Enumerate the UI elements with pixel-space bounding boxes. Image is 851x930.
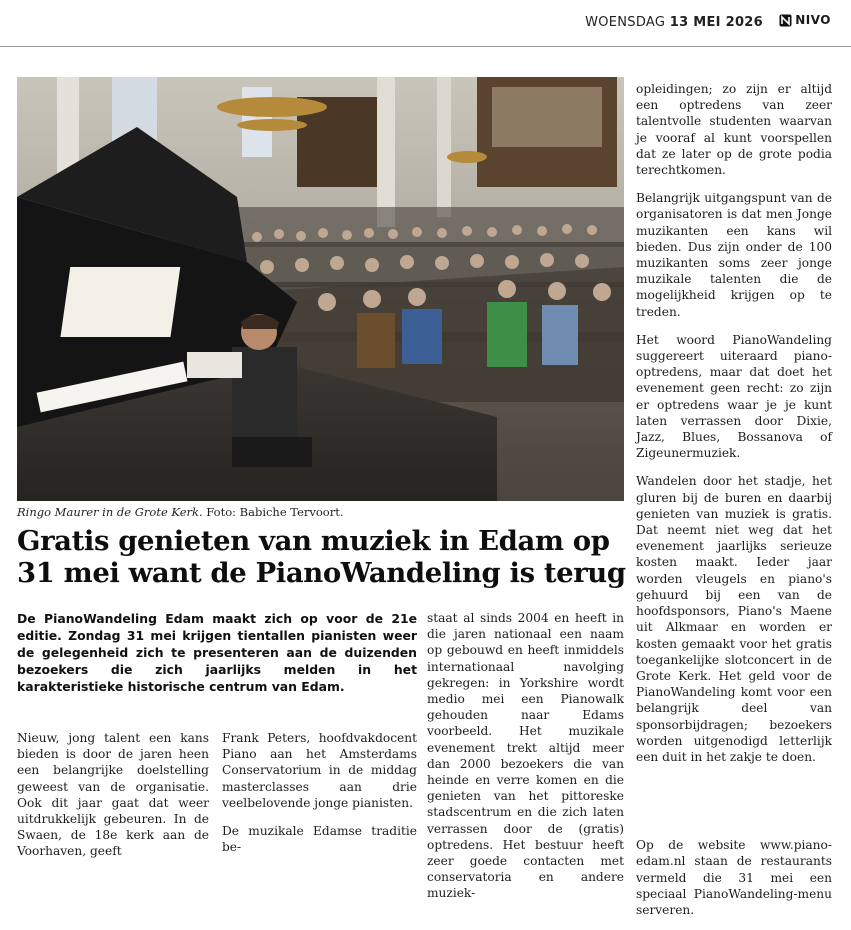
- column-4: [636, 81, 832, 930]
- issue-date: [585, 15, 763, 30]
- paragraph: De muzikale Edamse traditie be-: [222, 824, 417, 855]
- paragraph: staat al sinds 2004 en heeft in die jaren nationaal een naam op gebouwd en heeft inmiddels internationaal navolging gekregen: in Yorkshire wordt medio mei een Pianowalk gehouden naar Edams voorbeeld. Het muzikale evenement trekt altijd meer dan 2000 bezoekers die van heinde en verre komen en die genieten van het pittoreske stadscentrum en die zich laten verrassen door de (gratis) optredens. Het bestuur heeft zeer goede contacten met conservatoria en andere muziek-: [427, 611, 624, 901]
- column-2: [222, 730, 417, 867]
- paragraph: Frank Peters, hoofdvakdocent Piano aan het Amsterdams Conservatorium in de middag masterclasses aan drie veelbelovende jonge pianisten.: [222, 731, 417, 810]
- brand-logo: [779, 13, 831, 27]
- paragraph: Op de website www.piano-edam.nl staan de restaurants vermeld die 31 mei een speciaal PianoWandeling-menu serveren.: [636, 838, 832, 917]
- church-concert-photo: [17, 77, 624, 501]
- column-3: [427, 610, 624, 914]
- caption-subject: Ringo Maurer in de Grote Kerk.: [17, 505, 203, 519]
- date: 13 MEI 2026: [669, 15, 763, 30]
- paragraph: opleidingen; zo zijn er altijd een optredens van zeer talentvolle studenten waarvan je vooraf al kunt voorspellen dat ze later op de grote podia terechtkomen.: [636, 82, 832, 178]
- weekday: WOENSDAG: [585, 15, 666, 30]
- paragraph: Belangrijk uitgangspunt van de organisatoren is dat men Jonge muzikanten een kans wil bieden. Dus zijn onder de 100 muzikanten soms zeer jonge muzikale talenten die de mogelijkheid krijgen op te treden.: [636, 191, 832, 319]
- paragraph: Het woord PianoWandeling suggereert uiteraard piano-optredens, maar dat doet het evenement geen recht: zo zijn er optredens waar je je kunt laten verrassen door Dixie, Jazz, Blues, Bossanova of Zigeunermuziek.: [636, 332, 832, 461]
- brand-mark-icon: [779, 14, 792, 27]
- article-headline: Gratis genieten van muziek in Edam op 31 mei want de PianoWandeling is terug: [17, 525, 626, 589]
- paragraph: Wandelen door het stadje, het gluren bij de buren en daarbij genieten van muziek is gratis. Dat neemt niet weg dat het evenement jaarlijks serieuze kosten maakt. Ieder jaar worden vleugels en piano's gehuurd bij een van de hoofdsponsors, Piano's Maene uit Alkmaar en worden er kosten gemaakt voor het gratis toegankelijke slotconcert in de Grote Kerk. Het geld voor de PianoWandeling komt voor een belangrijk deel van sponsorbijdragen; bezoekers worden uitgenodigd letterlijk een duit in het zakje te doen.: [636, 474, 832, 764]
- photo-caption: [17, 505, 624, 519]
- page-header: [0, 0, 851, 47]
- caption-credit: Foto: Babiche Tervoort.: [202, 505, 344, 519]
- column-1: [17, 730, 209, 872]
- article-lead: De PianoWandeling Edam maakt zich op voor de 21e editie. Zondag 31 mei krijgen tientallen pianisten weer de gelegenheid zich te presenteren aan de duizenden bezoekers die zich jaarlijks melden in het karakteristieke historische centrum van Edam.: [17, 611, 417, 694]
- article-photo: [17, 77, 624, 501]
- brand-name: NIVO: [795, 13, 831, 27]
- paragraph: Nieuw, jong talent een kans bieden is door de jaren heen een belangrijke doelstelling geweest van de organisatie. Ook dit jaar gaat dat weer uitdrukkelijk gebeuren. In de Swaen, de 18e kerk aan de Voorhaven, geeft: [17, 731, 209, 859]
